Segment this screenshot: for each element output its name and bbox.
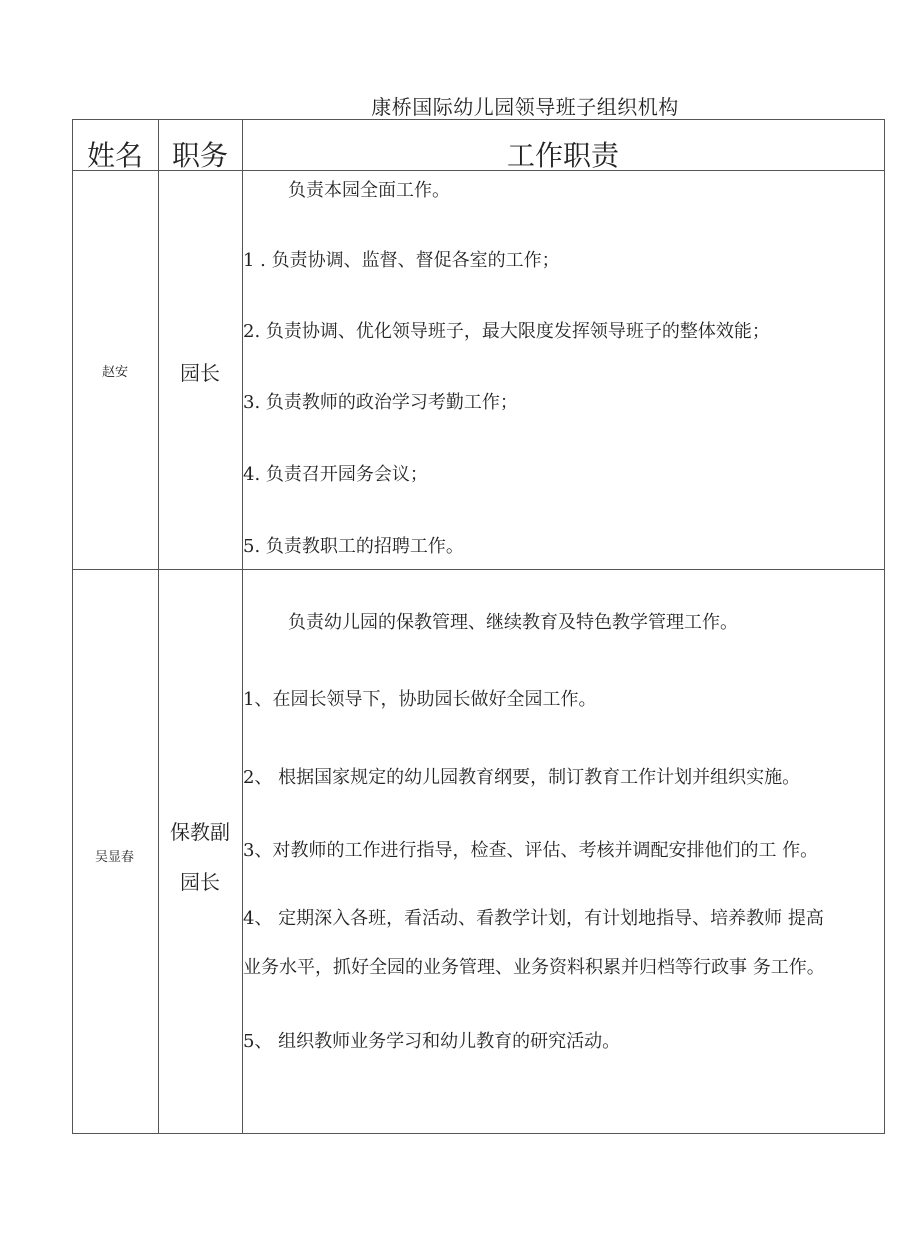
header-name: 姓名 bbox=[87, 139, 144, 172]
position-title: 园长 bbox=[180, 870, 220, 894]
organization-table bbox=[72, 119, 885, 1134]
duty-line: 4、 定期深入各班，看活动、看教学计划，有计划地指导、培养教师 提高 bbox=[243, 908, 824, 929]
duty-line: 3、对教师的工作进行指导，检查、评估、考核并调配安排他们的工 作。 bbox=[243, 840, 819, 861]
duty-line: 2. 负责协调、优化领导班子，最大限度发挥领导班子的整体效能； bbox=[243, 321, 770, 342]
column-divider bbox=[158, 120, 159, 1133]
duty-line: 1 . 负责协调、监督、督促各室的工作； bbox=[243, 250, 560, 271]
duty-line: 2、 根据国家规定的幼儿园教育纲要，制订教育工作计划并组织实施。 bbox=[243, 767, 801, 788]
header-position: 职务 bbox=[172, 139, 229, 172]
person-name: 赵安 bbox=[102, 365, 129, 380]
document-title: 康桥国际幼儿园领导班子组织机构 bbox=[371, 95, 679, 119]
duty-line: 3. 负责教师的政治学习考勤工作； bbox=[243, 392, 518, 413]
duty-line: 5. 负责教职工的招聘工作。 bbox=[243, 536, 464, 557]
person-name: 吴显春 bbox=[95, 850, 135, 865]
duty-line: 5、 组织教师业务学习和幼儿教育的研究活动。 bbox=[243, 1031, 621, 1052]
position-title: 保教副 bbox=[170, 820, 230, 844]
row-divider bbox=[73, 569, 884, 570]
duty-line: 负责本园全面工作。 bbox=[288, 180, 450, 201]
duty-line: 1、在园长领导下，协助园长做好全园工作。 bbox=[243, 689, 597, 710]
duty-line: 4. 负责召开园务会议； bbox=[243, 464, 428, 485]
position-title: 园长 bbox=[180, 361, 220, 385]
header-duties: 工作职责 bbox=[507, 139, 620, 172]
duty-line: 业务水平，抓好全园的业务管理、业务资料积累并归档等行政事 务工作。 bbox=[243, 957, 825, 978]
duty-line: 负责幼儿园的保教管理、继续教育及特色教学管理工作。 bbox=[288, 612, 738, 633]
